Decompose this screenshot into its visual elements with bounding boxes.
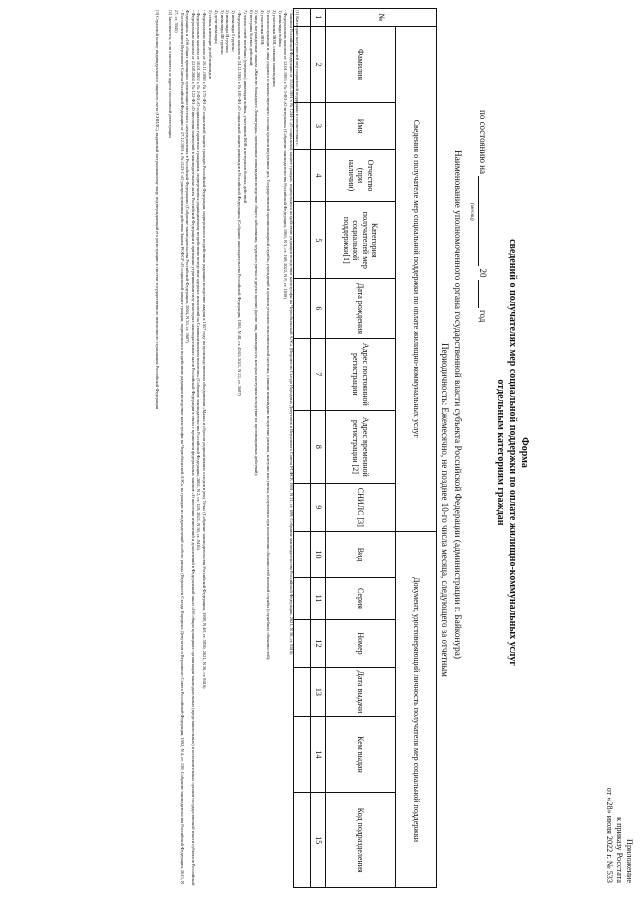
col-doc-number-header: Номер	[326, 619, 396, 667]
form-title	[494, 0, 518, 905]
column-number: 6	[311, 279, 326, 338]
col-patronymic-header: Отчество (при наличии)	[326, 149, 396, 202]
col-surname-header: Фамилия	[326, 26, 396, 103]
footnote: [1] Категории получателей мер социальной поддержки в соответствии с:	[295, 10, 300, 146]
column-number: 1	[311, 9, 326, 27]
footnote: - Постановлением Верховного Совета Российской Федерации от 27.12.1991 г. № 2123-1 «О распространении действия Закона РСФСР «О социальной защите граждан, подвергшихся воздействию радиации вследствие катастрофы на Чернобыльской АЭС» на граждан из подразделений особого риска» (Ведомости Съезда Народных Депутатов и Верховного Совета Российской Федерации, 1992, N 4, ст. 138; Собрание законодательства Российской Федерации, 2015, N 27, ст. 3945)	[174, 10, 185, 885]
footnote: 7) члены семей погибших (умерших) инвалидов войны, участников ВОВ и ветеранов боевых действий	[242, 10, 248, 203]
year-suffix: год	[478, 309, 488, 323]
document-group-header: Документ, удостоверяющий личность получателя мер социальной поддержки	[396, 531, 437, 887]
column-number: 15	[311, 793, 326, 888]
footnote: - Федеральным законом от 12.01.1995 г. № 5-ФЗ «О ветеранах» (Собрание законодательства Российской Федерации, 1995, N 3, ст. 168; 2022, N 8, ст. 1038)	[283, 10, 289, 299]
column-number: 5	[311, 202, 326, 279]
form-title-line2: отдельным категориям граждан	[495, 379, 506, 526]
authority-name-label: Наименование уполномоченного органа государственной власти субъекта Российской Федерации (администрации г. Байконура)	[452, 150, 462, 659]
appendix-block	[604, 753, 634, 883]
form-label: Форма	[519, 437, 530, 468]
footnote: - Законом Российской Федерации от 15.05.1991 г. № 1244-1 «О социальной защите граждан, подвергшихся воздействию радиации вследствие катастрофы на Чернобыльской АЭС» (Ведомости Съезда Народных Депутатов и Верховного Совета РСФСР, 1991, N 21, ст. 699; Собрание законодательства Российской Федерации, 2021, N 50, ст. 8416)	[289, 10, 295, 655]
column-number: 2	[311, 26, 326, 103]
recipients-table	[293, 8, 437, 888]
column-number: 4	[311, 149, 326, 202]
column-number: 9	[311, 483, 326, 531]
footnote: 1) инвалиды войны;	[277, 10, 283, 48]
col-doc-code-header: Код подразделения	[326, 793, 396, 888]
col-no-header: №	[326, 9, 437, 27]
col-category-header: Категория получателей мер социальной поддержки[1]	[326, 202, 396, 279]
col-perm-addr-header: Адрес постоянной регистрации	[326, 338, 396, 411]
col-temp-addr-header: Адрес временной регистрации [2]	[326, 411, 396, 484]
footnotes	[149, 10, 300, 890]
footnote: - Федеральным законом от 26.11.1998 г. № 175-ФЗ «О социальной защите граждан Российской Федерации, подвергшихся воздействию радиации вследствие аварии в 1957 году на производственном объединении «Маяк» и сбросов радиоактивных отходов в реку Теча» (Собрание законодательства Российской Федерации, 1998, N 48, ст. 5850; 2021, N 50, ст. 8416)	[202, 10, 208, 689]
footnote: 3) инвалиды III группы;	[219, 10, 225, 55]
col-birth-header: Дата рождения	[326, 279, 396, 338]
form-title-line1: сведений о получателях мер социальной поддержки по оплате жилищно-коммунальных услуг	[507, 239, 518, 666]
col-snils-header: СНИЛС [3]	[326, 483, 396, 531]
footnote: 4) участники ВОВ;	[260, 10, 266, 46]
year-blank[interactable]	[478, 280, 488, 308]
column-number: 8	[311, 411, 326, 484]
footnote: - Федеральным законом от 24.11.1995 г. № 181-ФЗ «О социальной защите инвалидов в Российской Федерации» (Собрание законодательства Российской Федерации, 1995, N 48, ст. 4563; 2021, N 22, ст. 3687)	[237, 10, 243, 396]
as-of-label: по состоянию на	[478, 110, 488, 174]
column-number: 7	[311, 338, 326, 411]
column-number: 11	[311, 578, 326, 620]
column-number: 13	[311, 668, 326, 716]
as-of-date-line	[478, 110, 488, 630]
year-prefix: 20	[478, 268, 488, 278]
footnote: 3) военнослужащие и лица рядового и начальствующего состава органов внутренних дел, Государственной противопожарной службы, учреждений и органов уголовно-исполнительной системы, ставшие инвалидами вследствие ранения, контузии или увечья, полученных при исполнении обязанностей военной службы (служебных обязанностей);	[266, 10, 272, 661]
appendix-line3: от «28» июля 2022 г. № 533	[605, 787, 614, 883]
footnote: 4) дети-инвалиды;	[213, 10, 219, 45]
footnote: 2) инвалиды II группы;	[225, 10, 231, 54]
footnote: 1) инвалиды I группы;	[231, 10, 237, 52]
month-blank[interactable]	[478, 176, 488, 266]
footnote: - Федеральным законом от 10.01.2002 г. № 2-ФЗ «О социальных гарантиях гражданам, подвергшимся радиационному воздействию вследствие ядерных испытаний на Семипалатинском полигоне» (Собрание законодательства Российской Федерации, 2002, N 2, ст. 128; 2021, N 50, ст. 8416)	[196, 10, 202, 550]
footnote: 2) участники ВОВ, ставшие инвалидами;	[271, 10, 277, 87]
column-number-row	[311, 9, 326, 888]
footnote: [3] Страховой номер индивидуального лицевого счета (СНИЛС), выданный застрахованному лицу, подтверждающий его регистрацию в системе государственного пенсионного страхования Российской Федерации	[155, 10, 161, 410]
footnote: 5) семьи, имеющие детей-инвалидов	[208, 10, 214, 79]
column-number: 14	[311, 716, 326, 793]
appendix-line1: Приложение	[625, 839, 634, 883]
footnote: 6) ветераны боевых действий;	[248, 10, 254, 67]
periodicity-text: Периодичность: Ежемесячно, не позднее 10-го числа месяца, следующего за отчетным	[440, 343, 450, 677]
col-doc-issuer-header: Кем выдан	[326, 716, 396, 793]
col-name-header: Имя	[326, 103, 396, 149]
col-doc-series-header: Серия	[326, 578, 396, 620]
footnote: [2] Заполняется, если отличается от адреса постоянной регистрации	[168, 10, 174, 138]
column-number: 10	[311, 531, 326, 577]
footnote: - Федеральным законом от 22.08.2004 г. № 122-ФЗ «О внесении изменений в законодательные акты Российской Федерации и признании утратившими силу некоторых законодательных актов Российской Федерации в связи с принятием федеральных законов «О внесении изменений и дополнений в Федеральный закон «Об общих принципах организации законодательных (представительных) и исполнительных органов государственной власти субъектов Российской Федерации» и «Об общих принципах организации местного самоуправления в Российской Федерации» (Собрание законодательства Российской Федерации, 2004, N 35, ст. 3607)	[185, 10, 196, 886]
recipient-group-header: Сведения о получателе мер социальной поддержки по оплате жилищно-коммунальных услуг	[396, 26, 437, 531]
col-doc-date-header: Дата выдачи	[326, 668, 396, 716]
appendix-line2: к приказу Росстата	[615, 817, 624, 883]
footnote: 5) лица, награжденные знаком «Жителю блокадного Ленинграда», признанные инвалидами вследствие общего заболевания, трудового увечья и других причин (кроме лиц, инвалидность которых наступила вследствие их противоправных действий);	[254, 10, 260, 476]
column-number: 12	[311, 619, 326, 667]
month-hint: (месяц)	[469, 203, 475, 221]
col-doc-type-header: Вид	[326, 531, 396, 577]
column-number: 3	[311, 103, 326, 149]
